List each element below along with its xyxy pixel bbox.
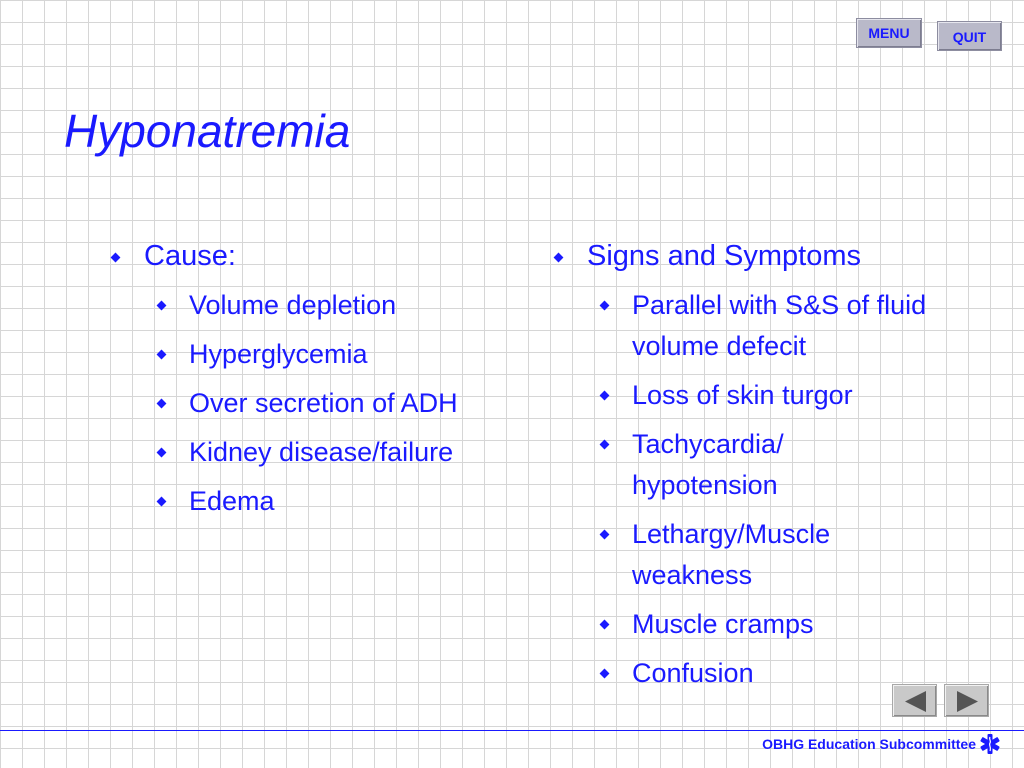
quit-button[interactable]: QUIT <box>937 21 1002 51</box>
list-item-text: Volume depletion <box>189 290 397 320</box>
star-of-life-icon <box>979 733 1001 755</box>
diamond-bullet-icon <box>157 448 167 458</box>
slide-navigation <box>892 684 989 717</box>
symptoms-column <box>551 236 971 694</box>
diamond-bullet-icon <box>600 530 610 540</box>
cause-heading <box>108 236 538 277</box>
cause-column <box>108 236 538 522</box>
list-item <box>551 375 971 416</box>
diamond-bullet-icon <box>600 440 610 450</box>
right-arrow-icon <box>945 685 990 718</box>
diamond-bullet-icon <box>600 301 610 311</box>
diamond-bullet-icon <box>600 391 610 401</box>
list-item <box>551 285 971 367</box>
list-item <box>108 432 538 473</box>
diamond-bullet-icon <box>111 253 121 263</box>
list-item-text: Lethargy/Muscle weakness <box>632 519 831 590</box>
list-item-text: Confusion <box>632 658 754 688</box>
list-item <box>551 424 971 506</box>
previous-slide-button[interactable] <box>892 684 937 717</box>
list-item <box>108 481 538 522</box>
symptoms-heading <box>551 236 971 277</box>
diamond-bullet-icon <box>157 301 167 311</box>
diamond-bullet-icon <box>554 253 564 263</box>
list-item <box>108 383 538 424</box>
footer-org: OBHG Education Subcommittee <box>762 736 976 752</box>
next-slide-button[interactable] <box>944 684 989 717</box>
list-item-text: Hyperglycemia <box>189 339 368 369</box>
diamond-bullet-icon <box>600 669 610 679</box>
list-item-text: Tachycardia/ hypotension <box>632 429 784 500</box>
list-item <box>551 514 971 596</box>
footer-divider <box>0 730 1024 731</box>
list-item-text: Parallel with S&S of fluid volume defecit <box>632 290 927 361</box>
list-item-text: Muscle cramps <box>632 609 814 639</box>
cause-heading-text: Cause: <box>144 240 236 272</box>
list-item <box>551 604 971 645</box>
left-arrow-icon <box>893 685 938 718</box>
list-item <box>108 285 538 326</box>
list-item-text: Kidney disease/failure <box>189 437 454 467</box>
menu-button[interactable]: MENU <box>856 18 922 48</box>
diamond-bullet-icon <box>157 399 167 409</box>
diamond-bullet-icon <box>600 620 610 630</box>
list-item-text: Loss of skin turgor <box>632 380 853 410</box>
list-item-text: Edema <box>189 486 275 516</box>
symptoms-heading-text: Signs and Symptoms <box>587 240 862 272</box>
diamond-bullet-icon <box>157 350 167 360</box>
list-item <box>108 334 538 375</box>
slide-title: Hyponatremia <box>64 105 351 157</box>
list-item-text: Over secretion of ADH <box>189 388 458 418</box>
diamond-bullet-icon <box>157 497 167 507</box>
